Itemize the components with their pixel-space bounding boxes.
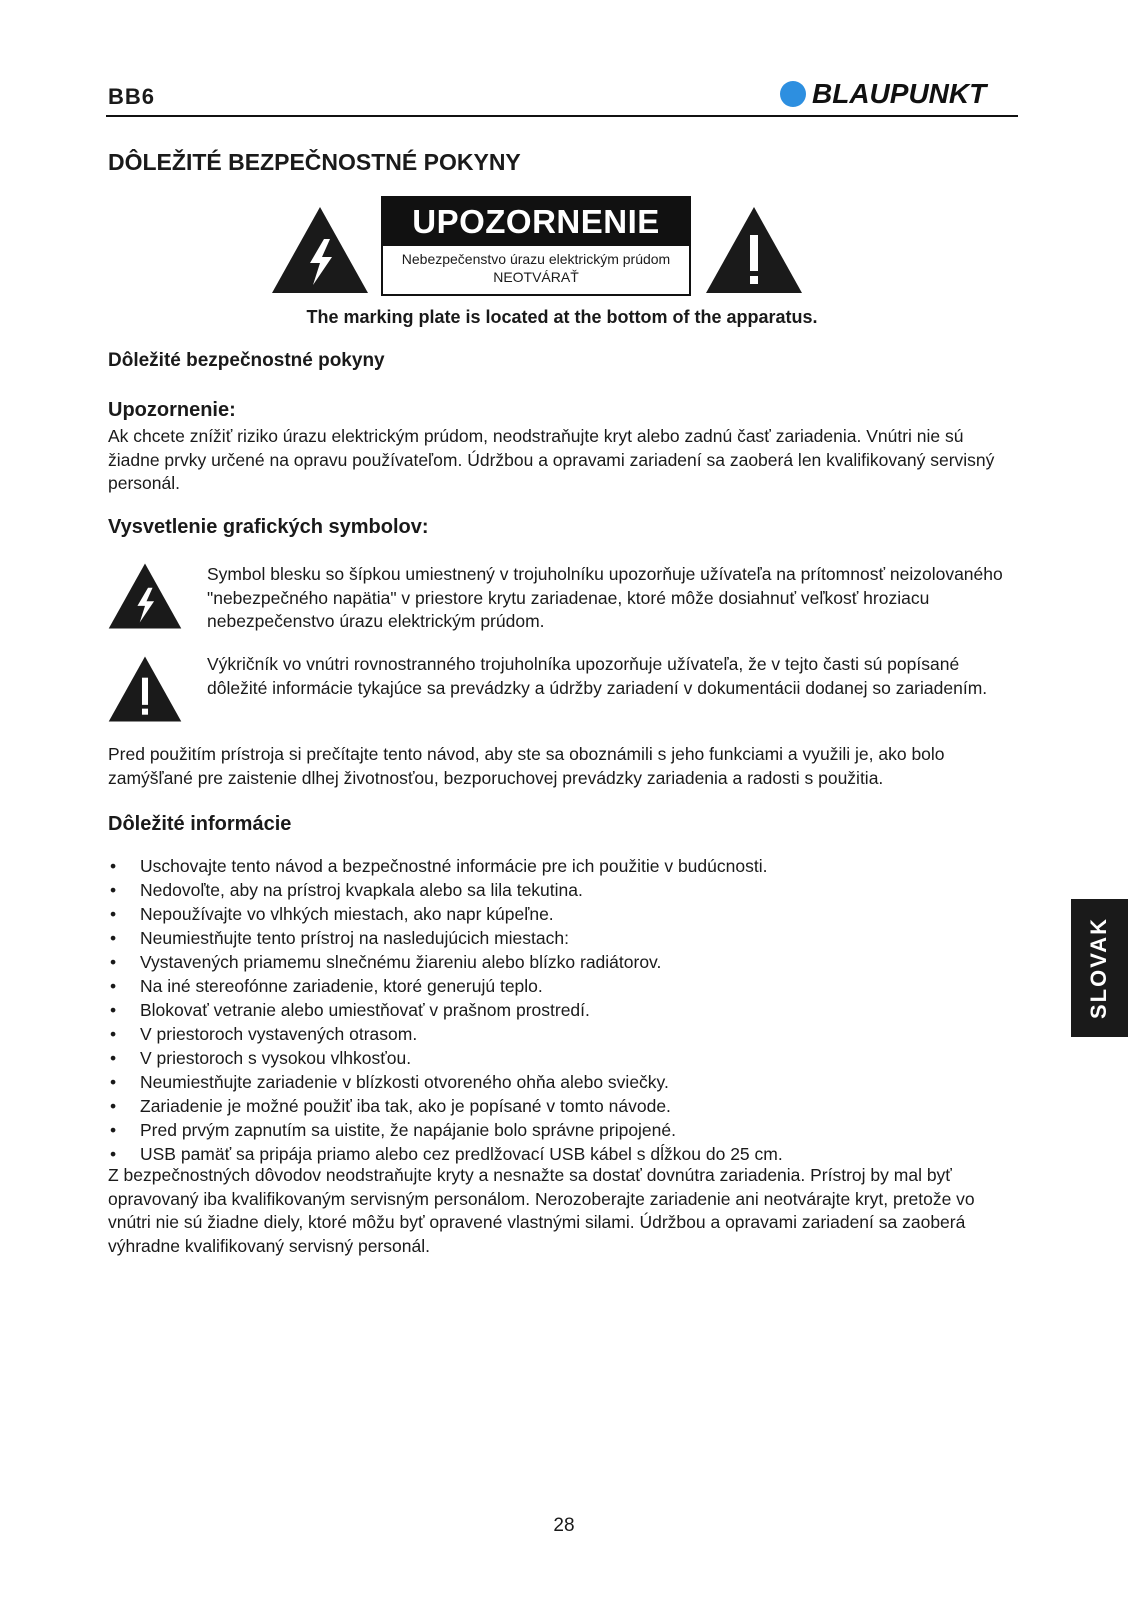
important-info-heading: Dôležité informácie: [108, 813, 292, 835]
list-item: • Na iné stereofónne zariadenie, ktoré generujú teplo.: [108, 974, 1018, 998]
intro-paragraph: Pred použitím prístroja si prečítajte tento návod, aby ste sa oboznámili s jeho funkciami a využili je, ako bolo zamýšľané pre zaistenie dlhej životnosťou, bezporuchovej prevádzky zariadenia a radosti s použitia.: [108, 744, 945, 788]
list-item: • Pred prvým zapnutím sa uistite, že napájanie bolo správne pripojené.: [108, 1118, 1018, 1142]
marking-plate-note: The marking plate is located at the bottom of the apparatus.: [306, 307, 818, 327]
warning-hazard-text: Nebezpečenstvo úrazu elektrickým prúdom: [401, 251, 671, 267]
warning-heading: UPOZORNENIE: [383, 198, 689, 246]
list-item: • Zariadenie je možné použiť iba tak, ako je popísané v tomto návode.: [108, 1094, 1018, 1118]
list-item: • Neumiestňujte zariadenie v blízkosti otvoreného ohňa alebo sviečky.: [108, 1070, 1018, 1094]
important-info-list: [108, 854, 1018, 1166]
lightning-triangle-icon: [270, 205, 370, 295]
language-tab-label: SLOVAK: [1086, 916, 1111, 1020]
list-item: • USB pamäť sa pripája priamo alebo cez predlžovací USB kábel s dĺžkou do 25 cm.: [108, 1142, 1018, 1166]
list-item: • V priestoroch s vysokou vlhkosťou.: [108, 1046, 1018, 1070]
lightning-triangle-icon: [107, 562, 183, 630]
closing-paragraph: Z bezpečnostných dôvodov neodstraňujte kryty a nesnažte sa dostať dovnútra zariadenia. Prístroj by mal byť opravovaný iba kvalifikovaným servisným personálom. Nerozoberajte zariadenie ani neotvárajte kryt, pretože vo vnútri nie sú žiadne diely, ktoré môžu byť opravené vlastnými silami. Údržbou a opravami zariadení sa zaoberá výhradne kvalifikovaný servisný personál.: [108, 1165, 975, 1256]
exclamation-symbol-description: Výkričník vo vnútri rovnostranného trojuholníka upozorňuje užívateľa, že v tejto časti sú popísané dôležité informácie tykajúce sa prevádzky a údržby zariadení v dokumentácii dodanej so zariadením.: [207, 654, 988, 698]
brand-dot-icon: [780, 81, 806, 107]
list-item: • V priestoroch vystavených otrasom.: [108, 1022, 1018, 1046]
symbols-heading: Vysvetlenie grafických symbolov:: [108, 516, 429, 538]
list-item: • Uschovajte tento návod a bezpečnostné informácie pre ich použitie v budúcnosti.: [108, 854, 1018, 878]
list-item: • Nedovoľte, aby na prístroj kvapkala alebo sa lila tekutina.: [108, 878, 1018, 902]
lightning-symbol-description: Symbol blesku so šípkou umiestnený v trojuholníku upozorňuje užívateľa na prítomnosť neizolovaného "nebezpečného napätia" v priestore krytu zariadenae, ktoré môže dosiahnuť veľkosť hroziacu nebezpečenstvo úrazu elektrickým prúdom.: [207, 564, 1003, 631]
list-item: • Vystavených priamemu slnečnému žiareniu alebo blízko radiátorov.: [108, 950, 1018, 974]
exclamation-triangle-icon: [704, 205, 804, 295]
header-divider: [106, 115, 1018, 117]
list-item: • Blokovať vetranie alebo umiestňovať v prašnom prostredí.: [108, 998, 1018, 1022]
warning-do-not-open-text: NEOTVÁRAŤ: [493, 269, 579, 285]
model-name: BB6: [108, 84, 156, 109]
caution-text: Ak chcete znížiť riziko úrazu elektrickým prúdom, neodstraňujte kryt alebo zadnú časť zariadenia. Vnútri nie sú žiadne prvky určené na opravu používateľom. Údržbou a opravami zariadení sa zaoberá len kvalifikovaný servisný personál.: [108, 426, 995, 493]
list-item: • Nepoužívajte vo vlhkých miestach, ako napr kúpeľne.: [108, 902, 1018, 926]
page-title: DÔLEŽITÉ BEZPEČNOSTNÉ POKYNY: [108, 149, 521, 175]
brand-logo: [780, 78, 986, 110]
caution-heading: Upozornenie:: [108, 399, 236, 421]
brand-name: BLAUPUNKT: [812, 78, 987, 109]
warning-label: [381, 196, 691, 296]
list-item: • Neumiestňujte tento prístroj na nasledujúcich miestach:: [108, 926, 1018, 950]
page-number: 28: [553, 1515, 575, 1536]
section-subtitle: Dôležité bezpečnostné pokyny: [108, 350, 385, 371]
exclamation-triangle-icon: [107, 655, 183, 723]
